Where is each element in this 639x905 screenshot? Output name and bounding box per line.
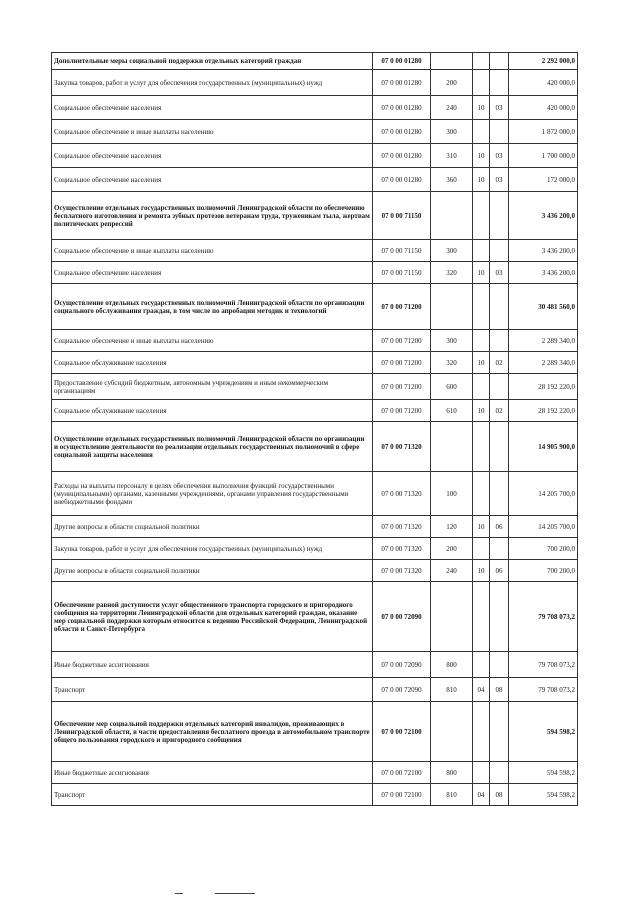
subsection-code: 08 (490, 784, 509, 806)
target-article-code: 07 0 00 71320 (373, 422, 431, 472)
subsection-code (490, 374, 509, 400)
table-row (52, 516, 578, 538)
expense-type-code: 610 (431, 400, 473, 422)
amount: 172 000,0 (509, 168, 578, 192)
section-code (473, 70, 490, 96)
section-code: 10 (473, 516, 490, 538)
amount: 1 700 000,0 (509, 144, 578, 168)
section-code (473, 538, 490, 560)
section-code (473, 472, 490, 516)
amount: 2 289 340,0 (509, 352, 578, 374)
amount: 28 192 220,0 (509, 374, 578, 400)
expense-type-code: 240 (431, 96, 473, 120)
subsection-code (490, 53, 509, 70)
table-row (52, 678, 578, 702)
expense-type-code: 600 (431, 374, 473, 400)
target-article-code: 07 0 00 01280 (373, 70, 431, 96)
expense-name: Осуществление отдельных государственных полномочий Ленинградской области по организации и осуществлению деятельности по реализации отдельных государственных полномочий в сфере социальной защиты населения (52, 422, 373, 472)
target-article-code: 07 0 00 72090 (373, 582, 431, 652)
table-row (52, 53, 578, 70)
expense-type-code: 300 (431, 240, 473, 262)
section-code (473, 240, 490, 262)
section-code (473, 652, 490, 678)
expense-name: Социальное обеспечение и иные выплаты населению (52, 240, 373, 262)
section-code (473, 330, 490, 352)
amount: 30 481 560,0 (509, 284, 578, 330)
expense-type-code (431, 284, 473, 330)
section-code (473, 374, 490, 400)
expense-name: Закупка товаров, работ и услуг для обеспечения государственных (муниципальных) нужд (52, 538, 373, 560)
expense-type-code: 360 (431, 168, 473, 192)
table-row (52, 168, 578, 192)
expense-name: Иные бюджетные ассигнования (52, 762, 373, 784)
expense-type-code: 300 (431, 330, 473, 352)
expense-type-code (431, 192, 473, 240)
amount: 3 436 200,0 (509, 240, 578, 262)
target-article-code: 07 0 00 72100 (373, 762, 431, 784)
section-code: 10 (473, 262, 490, 284)
target-article-code: 07 0 00 01280 (373, 53, 431, 70)
footer-mark (175, 893, 183, 894)
expense-name: Иные бюджетные ассигнования (52, 652, 373, 678)
subsection-code (490, 582, 509, 652)
section-code (473, 192, 490, 240)
expense-type-code (431, 422, 473, 472)
expense-type-code: 240 (431, 560, 473, 582)
target-article-code: 07 0 00 71200 (373, 330, 431, 352)
section-code (473, 120, 490, 144)
target-article-code: 07 0 00 71150 (373, 262, 431, 284)
expense-name: Другие вопросы в области социальной политики (52, 516, 373, 538)
target-article-code: 07 0 00 01280 (373, 96, 431, 120)
expense-name: Предоставление субсидий бюджетным, автономным учреждениям и иным некоммерческим организациям (52, 374, 373, 400)
table-row (52, 472, 578, 516)
section-code: 04 (473, 784, 490, 806)
expense-name: Транспорт (52, 678, 373, 702)
table-row (52, 96, 578, 120)
table-row (52, 144, 578, 168)
target-article-code: 07 0 00 71150 (373, 192, 431, 240)
table-row (52, 702, 578, 762)
expense-type-code: 120 (431, 516, 473, 538)
amount: 2 289 340,0 (509, 330, 578, 352)
expense-name: Социальное обеспечение и иные выплаты населению (52, 120, 373, 144)
subsection-code: 03 (490, 262, 509, 284)
amount: 79 708 073,2 (509, 678, 578, 702)
expense-name: Закупка товаров, работ и услуг для обеспечения государственных (муниципальных) нужд (52, 70, 373, 96)
target-article-code: 07 0 00 71320 (373, 516, 431, 538)
table-row (52, 422, 578, 472)
section-code (473, 422, 490, 472)
amount: 79 708 073,2 (509, 582, 578, 652)
subsection-code (490, 120, 509, 144)
subsection-code: 06 (490, 560, 509, 582)
table-row (52, 400, 578, 422)
table-row (52, 374, 578, 400)
amount: 420 000,0 (509, 70, 578, 96)
subsection-code (490, 330, 509, 352)
subsection-code (490, 70, 509, 96)
target-article-code: 07 0 00 01280 (373, 144, 431, 168)
subsection-code: 03 (490, 96, 509, 120)
table-row (52, 240, 578, 262)
target-article-code: 07 0 00 71320 (373, 538, 431, 560)
target-article-code: 07 0 00 01280 (373, 120, 431, 144)
target-article-code: 07 0 00 01280 (373, 168, 431, 192)
expense-name: Социальное обеспечение населения (52, 168, 373, 192)
target-article-code: 07 0 00 71320 (373, 560, 431, 582)
expense-type-code: 200 (431, 70, 473, 96)
expense-name: Социальное обеспечение населения (52, 96, 373, 120)
expense-name: Социальное обслуживание населения (52, 400, 373, 422)
table-row (52, 284, 578, 330)
subsection-code: 08 (490, 678, 509, 702)
expense-name: Осуществление отдельных государственных полномочий Ленинградской области по обеспечению бесплатного изготовления и ремонта зубных протезов ветеранам труда, труженикам тыла, жертвам политических репрессий (52, 192, 373, 240)
amount: 3 436 200,0 (509, 262, 578, 284)
subsection-code (490, 762, 509, 784)
table-row (52, 538, 578, 560)
expense-name: Социальное обеспечение населения (52, 262, 373, 284)
amount: 594 598,2 (509, 702, 578, 762)
expense-name: Осуществление отдельных государственных полномочий Ленинградской области по организации социального обслуживания граждан, в том числе по апробации методик и технологий (52, 284, 373, 330)
target-article-code: 07 0 00 72100 (373, 702, 431, 762)
target-article-code: 07 0 00 71200 (373, 374, 431, 400)
expense-name: Обеспечение мер социальной поддержки отдельных категорий инвалидов, проживающих в Ленинградской области, в части предоставления бесплатного проезда в автомобильном транспорте общего пользования городского и пригородного сообщения (52, 702, 373, 762)
expense-type-code: 200 (431, 538, 473, 560)
budget-table (51, 52, 578, 806)
expense-type-code: 310 (431, 144, 473, 168)
section-code: 10 (473, 560, 490, 582)
target-article-code: 07 0 00 71200 (373, 352, 431, 374)
subsection-code (490, 192, 509, 240)
amount: 594 598,2 (509, 784, 578, 806)
table-row (52, 120, 578, 144)
table-row (52, 762, 578, 784)
target-article-code: 07 0 00 71320 (373, 472, 431, 516)
amount: 594 598,2 (509, 762, 578, 784)
expense-type-code: 800 (431, 652, 473, 678)
expense-type-code: 320 (431, 352, 473, 374)
subsection-code (490, 702, 509, 762)
expense-type-code: 100 (431, 472, 473, 516)
section-code (473, 702, 490, 762)
expense-type-code (431, 582, 473, 652)
section-code (473, 53, 490, 70)
target-article-code: 07 0 00 72100 (373, 784, 431, 806)
table-row (52, 262, 578, 284)
expense-type-code (431, 53, 473, 70)
amount: 700 200,0 (509, 538, 578, 560)
amount: 14 205 700,0 (509, 516, 578, 538)
expense-type-code: 300 (431, 120, 473, 144)
section-code: 10 (473, 144, 490, 168)
amount: 14 905 900,0 (509, 422, 578, 472)
expense-type-code: 810 (431, 678, 473, 702)
table-row (52, 652, 578, 678)
subsection-code: 06 (490, 516, 509, 538)
table-row (52, 560, 578, 582)
subsection-code (490, 538, 509, 560)
subsection-code: 02 (490, 400, 509, 422)
section-code (473, 762, 490, 784)
subsection-code (490, 284, 509, 330)
subsection-code (490, 422, 509, 472)
footer-mark (215, 893, 255, 894)
expense-type-code: 810 (431, 784, 473, 806)
table-row (52, 70, 578, 96)
amount: 2 292 000,0 (509, 53, 578, 70)
table-row (52, 330, 578, 352)
target-article-code: 07 0 00 72090 (373, 678, 431, 702)
expense-type-code: 320 (431, 262, 473, 284)
expense-type-code (431, 702, 473, 762)
section-code: 10 (473, 400, 490, 422)
subsection-code: 03 (490, 144, 509, 168)
amount: 1 872 000,0 (509, 120, 578, 144)
amount: 28 192 220,0 (509, 400, 578, 422)
amount: 79 708 073,2 (509, 652, 578, 678)
section-code: 10 (473, 96, 490, 120)
target-article-code: 07 0 00 72090 (373, 652, 431, 678)
table-body (52, 53, 578, 806)
expense-type-code: 800 (431, 762, 473, 784)
target-article-code: 07 0 00 71200 (373, 400, 431, 422)
table-row (52, 352, 578, 374)
section-code: 10 (473, 352, 490, 374)
amount: 14 205 700,0 (509, 472, 578, 516)
expense-name: Дополнительные меры социальной поддержки отдельных категорий граждан (52, 53, 373, 70)
table-row (52, 582, 578, 652)
target-article-code: 07 0 00 71150 (373, 240, 431, 262)
subsection-code (490, 240, 509, 262)
amount: 3 436 200,0 (509, 192, 578, 240)
table-row (52, 784, 578, 806)
expense-name: Социальное обеспечение и иные выплаты населению (52, 330, 373, 352)
section-code (473, 284, 490, 330)
section-code: 04 (473, 678, 490, 702)
subsection-code (490, 652, 509, 678)
section-code: 10 (473, 168, 490, 192)
expense-name: Социальное обслуживание населения (52, 352, 373, 374)
target-article-code: 07 0 00 71200 (373, 284, 431, 330)
expense-name: Другие вопросы в области социальной политики (52, 560, 373, 582)
subsection-code (490, 472, 509, 516)
subsection-code: 03 (490, 168, 509, 192)
section-code (473, 582, 490, 652)
amount: 420 000,0 (509, 96, 578, 120)
expense-name: Транспорт (52, 784, 373, 806)
expense-name: Социальное обеспечение населения (52, 144, 373, 168)
expense-name: Обеспечение равной доступности услуг общественного транспорта городского и пригородного сообщения на территории Ленинградской области для отдельных категорий граждан, оказание мер социальной поддержки которым относится к ведению Российской Федерации, Ленинградской области и Санкт-Петербурга (52, 582, 373, 652)
table-row (52, 192, 578, 240)
expense-name: Расходы на выплаты персоналу в целях обеспечения выполнения функций государственными (муниципальными) органами, казенными учреждениями, органами управления государственными внебюджетными фондами (52, 472, 373, 516)
amount: 700 200,0 (509, 560, 578, 582)
subsection-code: 02 (490, 352, 509, 374)
